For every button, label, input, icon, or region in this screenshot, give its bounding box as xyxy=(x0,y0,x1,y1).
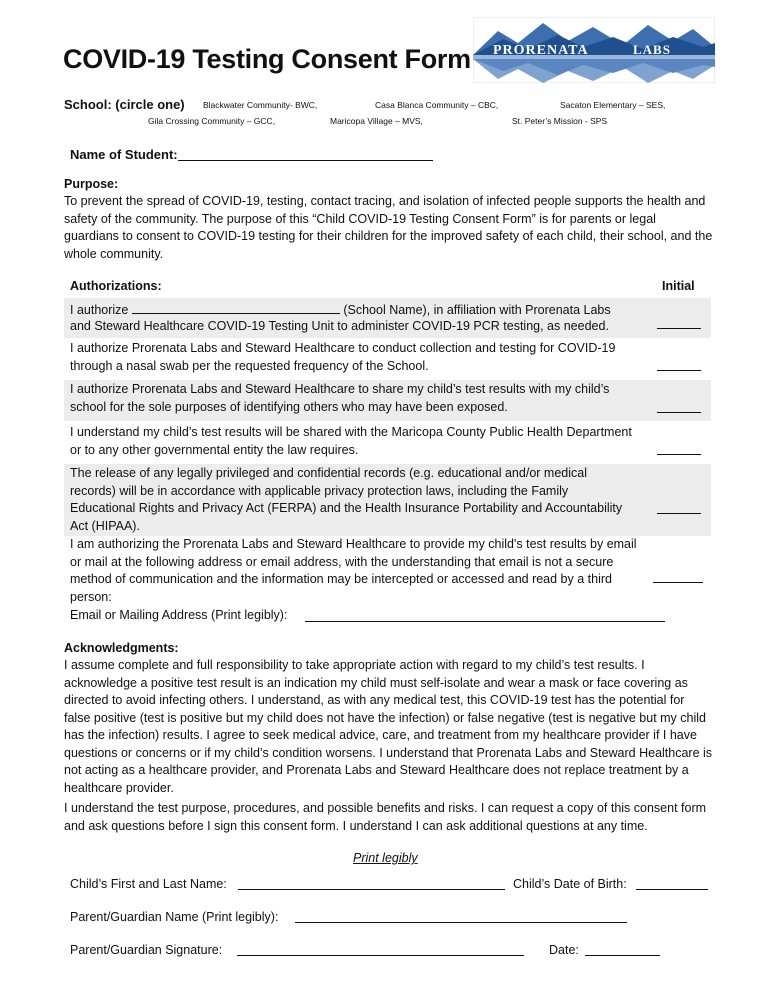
print-legibly-note: Print legibly xyxy=(353,851,418,865)
initial-field-2[interactable] xyxy=(657,370,701,371)
authorization-row-4 xyxy=(64,423,711,463)
item1-prefix: I authorize xyxy=(70,303,129,317)
initial-field-1[interactable] xyxy=(657,328,701,329)
school-option-bwc[interactable]: Blackwater Community- BWC, xyxy=(203,100,318,110)
item6-text: I am authorizing the Prorenata Labs and Steward Healthcare to provide my child's test results by email or mail at the following address or email address, with the understanding that email is not a secure method of communication and the information may be intercepted or accessed and read by a third person: xyxy=(70,537,637,604)
initial-field-6[interactable] xyxy=(653,582,703,583)
guardian-signature-field[interactable] xyxy=(237,955,524,956)
initial-field-5[interactable] xyxy=(657,513,701,514)
authorization-row-2 xyxy=(64,339,711,379)
date-field[interactable] xyxy=(585,955,660,956)
child-name-label: Child’s First and Last Name: xyxy=(70,877,227,891)
item2-text: I authorize Prorenata Labs and Steward Healthcare to conduct collection and testing for COVID-19 through a nasal swab per the requested frequency of the School. xyxy=(70,341,616,373)
guardian-signature-label: Parent/Guardian Signature: xyxy=(70,943,223,957)
acknowledgments-para-1: I assume complete and full responsibility to take appropriate action with regard to my child’s test results. I acknowledge a positive test result is an indication my child must self-isolate and wear a mask or face covering as directed to avoid infecting others. I understand, as with any medical test, this COVID-19 test has the potential for false positive (test is positive but my child does not have the infection) or false negative (test is negative but my child has the infection) results. I agree to seek medical advice, care, and treatment from my healthcare provider if I have questions or concerns or if my child’s condition worsens. I understand that Prorenata Labs and Steward Healthcare is not acting as a healthcare provider, and Prorenata Labs and Steward Healthcare does not replace treatment by a healthcare provider. xyxy=(64,658,713,795)
school-option-ses[interactable]: Sacaton Elementary – SES, xyxy=(560,100,666,110)
form-title: COVID-19 Testing Consent Form xyxy=(63,44,471,74)
date-label: Date: xyxy=(549,943,579,957)
child-dob-label: Child’s Date of Birth: xyxy=(513,877,627,891)
purpose-text: To prevent the spread of COVID-19, testing, contact tracing, and isolation of infected people supports the health and safety of the community. The purpose of this “Child COVID-19 Testing Consent Form” is for parents or legal guardians to consent to COVID-19 testing for their children for the improved safety of each child, their school, and the whole community. xyxy=(64,194,713,261)
logo-text-left: PRORENATA xyxy=(493,43,589,58)
authorization-row-3 xyxy=(64,380,711,421)
school-option-cbc[interactable]: Casa Blanca Community – CBC, xyxy=(375,100,499,110)
guardian-name-field[interactable] xyxy=(295,922,627,923)
guardian-name-label: Parent/Guardian Name (Print legibly): xyxy=(70,910,279,924)
child-dob-field[interactable] xyxy=(636,889,708,890)
school-option-sps[interactable]: St. Peter’s Mission - SPS xyxy=(512,116,608,126)
child-name-field[interactable] xyxy=(238,889,505,890)
purpose-heading: Purpose: xyxy=(64,177,119,191)
authorization-row-1 xyxy=(64,298,711,338)
email-address-field[interactable] xyxy=(305,621,665,622)
logo-text-right: LABS xyxy=(633,42,671,57)
acknowledgments-para-2: I understand the test purpose, procedures, and possible benefits and risks. I can request a copy of this consent form and ask questions before I sign this consent form. I understand I can ask additional questions at any time. xyxy=(64,801,707,833)
school-label: School: (circle one) xyxy=(64,97,185,112)
student-name-field[interactable] xyxy=(178,160,433,161)
authorization-row-5 xyxy=(64,464,711,536)
student-name-label: Name of Student: xyxy=(70,147,178,162)
authorization-row-6 xyxy=(64,537,711,603)
initial-field-3[interactable] xyxy=(657,412,701,413)
acknowledgments-heading: Acknowledgments: xyxy=(64,641,179,655)
item3-text: I authorize Prorenata Labs and Steward Healthcare to share my child’s test results with my child’s school for the sole purposes of identifying others who may have been exposed. xyxy=(70,382,610,414)
item1-line2: and Steward Healthcare COVID-19 Testing Unit to administer COVID-19 PCR testing, as needed. xyxy=(70,319,609,333)
school-option-gcc[interactable]: Gila Crossing Community – GCC, xyxy=(148,116,276,126)
email-address-label: Email or Mailing Address (Print legibly): xyxy=(70,608,288,622)
initial-header: Initial xyxy=(662,279,695,293)
prorenata-labs-logo xyxy=(473,17,715,83)
school-name-field[interactable] xyxy=(132,301,340,314)
item4-text: I understand my child’s test results will be shared with the Maricopa County Public Health Department or to any other governmental entity the law requires. xyxy=(70,425,632,457)
authorizations-heading: Authorizations: xyxy=(70,279,162,293)
initial-field-4[interactable] xyxy=(657,454,701,455)
school-option-mvs[interactable]: Maricopa Village – MVS, xyxy=(330,116,423,126)
item5-text: The release of any legally privileged and confidential records (e.g. educational and/or medical records) will be in accordance with applicable privacy protection laws, including the Family Educational Rights and Privacy Act (FERPA) and the Health Insurance Portability and Accountability Act (HIPAA). xyxy=(70,466,623,533)
item1-suffix: (School Name), in affiliation with Prorenata Labs xyxy=(343,303,611,317)
